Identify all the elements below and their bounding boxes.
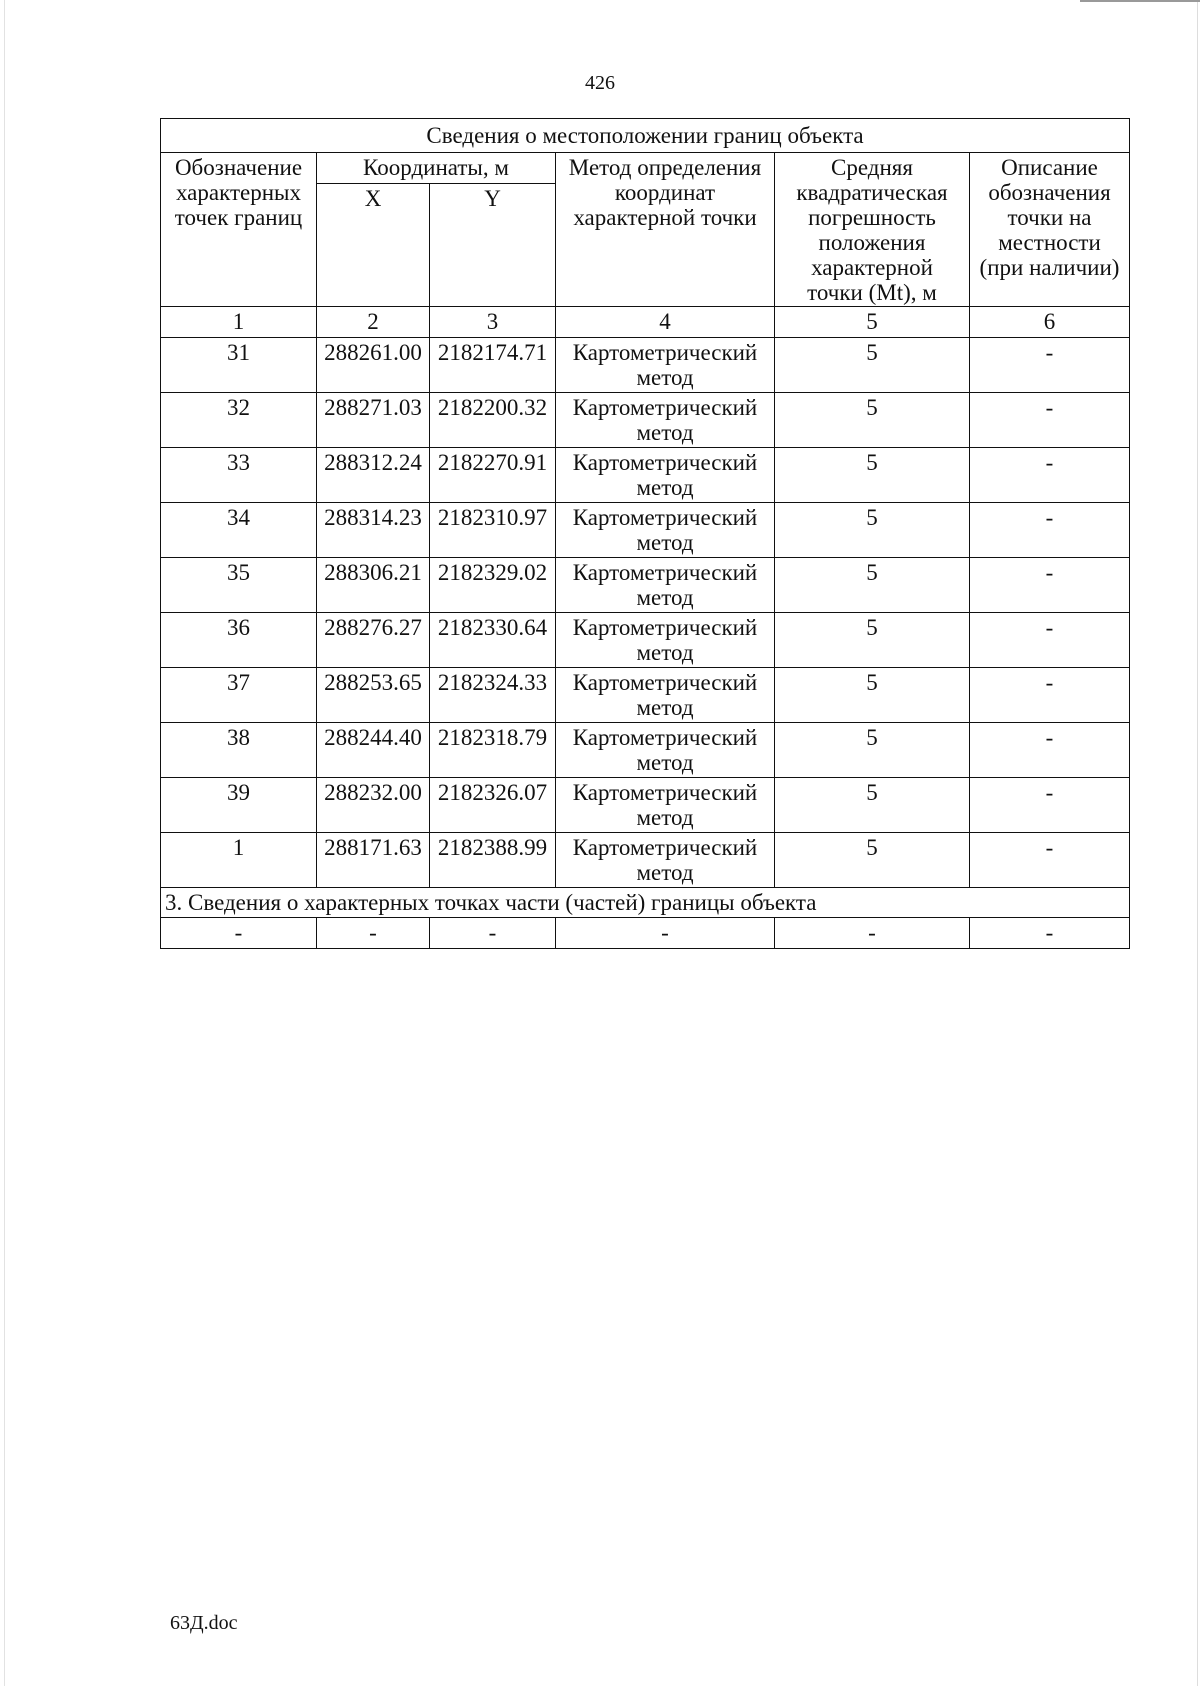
description-cell: -: [970, 448, 1130, 503]
error-cell: 5: [775, 448, 970, 503]
y-cell: 2182318.79: [430, 723, 556, 778]
header-x: X: [317, 184, 430, 307]
table-row: [161, 338, 1130, 393]
x-cell: 288244.40: [317, 723, 430, 778]
table-row: [161, 503, 1130, 558]
x-cell: 288171.63: [317, 833, 430, 888]
point-cell: 33: [161, 448, 317, 503]
header-coordinates: Координаты, м: [317, 153, 556, 184]
description-cell: -: [970, 393, 1130, 448]
section3-cell: -: [556, 918, 775, 949]
header-method: Метод определения координат характерной точки: [556, 153, 775, 307]
header-y: Y: [430, 184, 556, 307]
table-row: [161, 393, 1130, 448]
y-cell: 2182326.07: [430, 778, 556, 833]
y-cell: 2182270.91: [430, 448, 556, 503]
description-cell: -: [970, 558, 1130, 613]
description-cell: -: [970, 833, 1130, 888]
page-number: 426: [585, 72, 615, 94]
point-cell: 39: [161, 778, 317, 833]
point-cell: 1: [161, 833, 317, 888]
table-row: [161, 723, 1130, 778]
method-cell: Картометрический метод: [556, 613, 775, 668]
column-numbers-row: [161, 307, 1130, 338]
error-cell: 5: [775, 558, 970, 613]
scan-top-edge: [1080, 0, 1200, 2]
point-cell: 38: [161, 723, 317, 778]
y-cell: 2182174.71: [430, 338, 556, 393]
point-cell: 37: [161, 668, 317, 723]
description-cell: -: [970, 613, 1130, 668]
point-cell: 32: [161, 393, 317, 448]
footer-filename: 63Д.doc: [170, 1612, 238, 1634]
header-error: Средняя квадратическая погрешность положения характерной точки (Mt), м: [775, 153, 970, 307]
error-cell: 5: [775, 833, 970, 888]
point-cell: 36: [161, 613, 317, 668]
column-number: 6: [970, 307, 1130, 338]
section3-title: 3. Сведения о характерных точках части (частей) границы объекта: [161, 888, 1130, 918]
x-cell: 288314.23: [317, 503, 430, 558]
y-cell: 2182388.99: [430, 833, 556, 888]
table-row: [161, 613, 1130, 668]
table-row: [161, 778, 1130, 833]
column-number: 5: [775, 307, 970, 338]
description-cell: -: [970, 503, 1130, 558]
y-cell: 2182310.97: [430, 503, 556, 558]
x-cell: 288276.27: [317, 613, 430, 668]
point-cell: 35: [161, 558, 317, 613]
method-cell: Картометрический метод: [556, 448, 775, 503]
x-cell: 288312.24: [317, 448, 430, 503]
x-cell: 288253.65: [317, 668, 430, 723]
section3-cell: -: [161, 918, 317, 949]
description-cell: -: [970, 338, 1130, 393]
scan-left-edge: [4, 0, 5, 1686]
section3-cell: -: [775, 918, 970, 949]
description-cell: -: [970, 668, 1130, 723]
error-cell: 5: [775, 393, 970, 448]
scan-right-edge: [1197, 0, 1198, 1686]
point-cell: 31: [161, 338, 317, 393]
y-cell: 2182200.32: [430, 393, 556, 448]
error-cell: 5: [775, 723, 970, 778]
column-number: 1: [161, 307, 317, 338]
error-cell: 5: [775, 668, 970, 723]
method-cell: Картометрический метод: [556, 723, 775, 778]
point-cell: 34: [161, 503, 317, 558]
column-number: 4: [556, 307, 775, 338]
method-cell: Картометрический метод: [556, 503, 775, 558]
section3-row: [161, 918, 1130, 949]
description-cell: -: [970, 778, 1130, 833]
column-number: 2: [317, 307, 430, 338]
table-row: [161, 448, 1130, 503]
y-cell: 2182329.02: [430, 558, 556, 613]
section3-cell: -: [430, 918, 556, 949]
y-cell: 2182330.64: [430, 613, 556, 668]
description-cell: -: [970, 723, 1130, 778]
method-cell: Картометрический метод: [556, 833, 775, 888]
method-cell: Картометрический метод: [556, 338, 775, 393]
header-description: Описание обозначения точки на местности (при наличии): [970, 153, 1130, 307]
section3-cell: -: [970, 918, 1130, 949]
error-cell: 5: [775, 613, 970, 668]
error-cell: 5: [775, 338, 970, 393]
header-designation: Обозначение характерных точек границ: [161, 153, 317, 307]
error-cell: 5: [775, 503, 970, 558]
method-cell: Картометрический метод: [556, 778, 775, 833]
method-cell: Картометрический метод: [556, 668, 775, 723]
x-cell: 288261.00: [317, 338, 430, 393]
method-cell: Картометрический метод: [556, 558, 775, 613]
x-cell: 288271.03: [317, 393, 430, 448]
x-cell: 288232.00: [317, 778, 430, 833]
y-cell: 2182324.33: [430, 668, 556, 723]
boundary-table: [160, 118, 1130, 949]
column-number: 3: [430, 307, 556, 338]
x-cell: 288306.21: [317, 558, 430, 613]
section3-cell: -: [317, 918, 430, 949]
error-cell: 5: [775, 778, 970, 833]
table-row: [161, 558, 1130, 613]
table-row: [161, 668, 1130, 723]
method-cell: Картометрический метод: [556, 393, 775, 448]
table-caption: Сведения о местоположении границ объекта: [161, 119, 1130, 153]
table-row: [161, 833, 1130, 888]
